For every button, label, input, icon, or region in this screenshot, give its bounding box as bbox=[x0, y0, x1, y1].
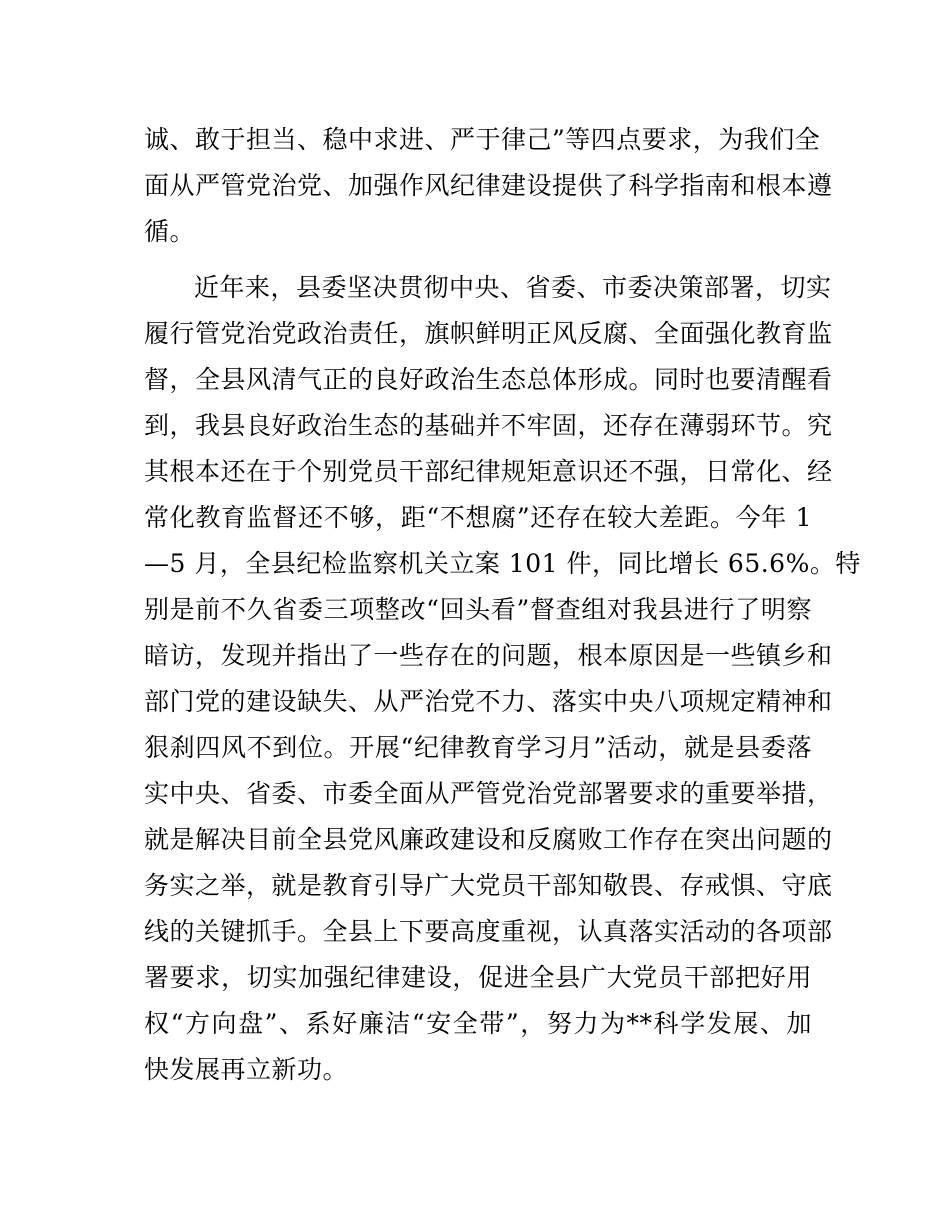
text-line: 常化教育监督还不够，距“不想腐”还存在较大差距。今年 1 bbox=[144, 503, 812, 532]
text-line: 诚、敢于担当、稳中求进、严于律己”等四点要求，为我们全 bbox=[144, 125, 821, 154]
text-line: 到，我县良好政治生态的基础并不牢固，还存在薄弱环节。究 bbox=[144, 411, 833, 440]
text-line: 其根本还在于个别党员干部纪律规矩意识还不强，日常化、经 bbox=[144, 457, 833, 486]
text-line: 督，全县风清气正的良好政治生态总体形成。同时也要清醒看 bbox=[144, 365, 833, 394]
text-line: 务实之举，就是教育引导广大党员干部知敬畏、存戒惧、守底 bbox=[144, 871, 833, 900]
text-line: 部门党的建设缺失、从严治党不力、落实中央八项规定精神和 bbox=[144, 687, 833, 716]
text-line: 面从严管党治党、加强作风纪律建设提供了科学指南和根本遵 bbox=[144, 171, 833, 200]
document-body bbox=[144, 117, 861, 1093]
text-line: 循。 bbox=[144, 217, 196, 246]
text-line: —5 月，全县纪检监察机关立案 101 件，同比增长 65.6%。特 bbox=[144, 549, 861, 578]
paragraph-2 bbox=[144, 265, 861, 1093]
paragraph-spacer bbox=[144, 255, 812, 265]
text-line: 近年来，县委坚决贯彻中央、省委、市委决策部署，切实 bbox=[194, 273, 832, 302]
text-line: 履行管党治党政治责任，旗帜鲜明正风反腐、全面强化教育监 bbox=[144, 319, 833, 348]
text-line: 线的关键抓手。全县上下要高度重视，认真落实活动的各项部 bbox=[144, 917, 833, 946]
text-line: 就是解决目前全县党风廉政建设和反腐败工作存在突出问题的 bbox=[144, 825, 833, 854]
text-line: 实中央、省委、市委全面从严管党治党部署要求的重要举措， bbox=[144, 779, 833, 808]
text-line: 署要求，切实加强纪律建设，促进全县广大党员干部把好用 bbox=[144, 963, 812, 992]
text-line: 暗访，发现并指出了一些存在的问题，根本原因是一些镇乡和 bbox=[144, 641, 833, 670]
text-line: 权“方向盘”、系好廉洁“安全带”，努力为**科学发展、加 bbox=[144, 1009, 812, 1038]
text-line: 快发展再立新功。 bbox=[144, 1055, 349, 1084]
paragraph-1 bbox=[144, 117, 833, 255]
text-line: 狠刹四风不到位。开展“纪律教育学习月”活动，就是县委落 bbox=[144, 733, 812, 762]
text-line: 别是前不久省委三项整改“回头看”督查组对我县进行了明察 bbox=[144, 595, 812, 624]
